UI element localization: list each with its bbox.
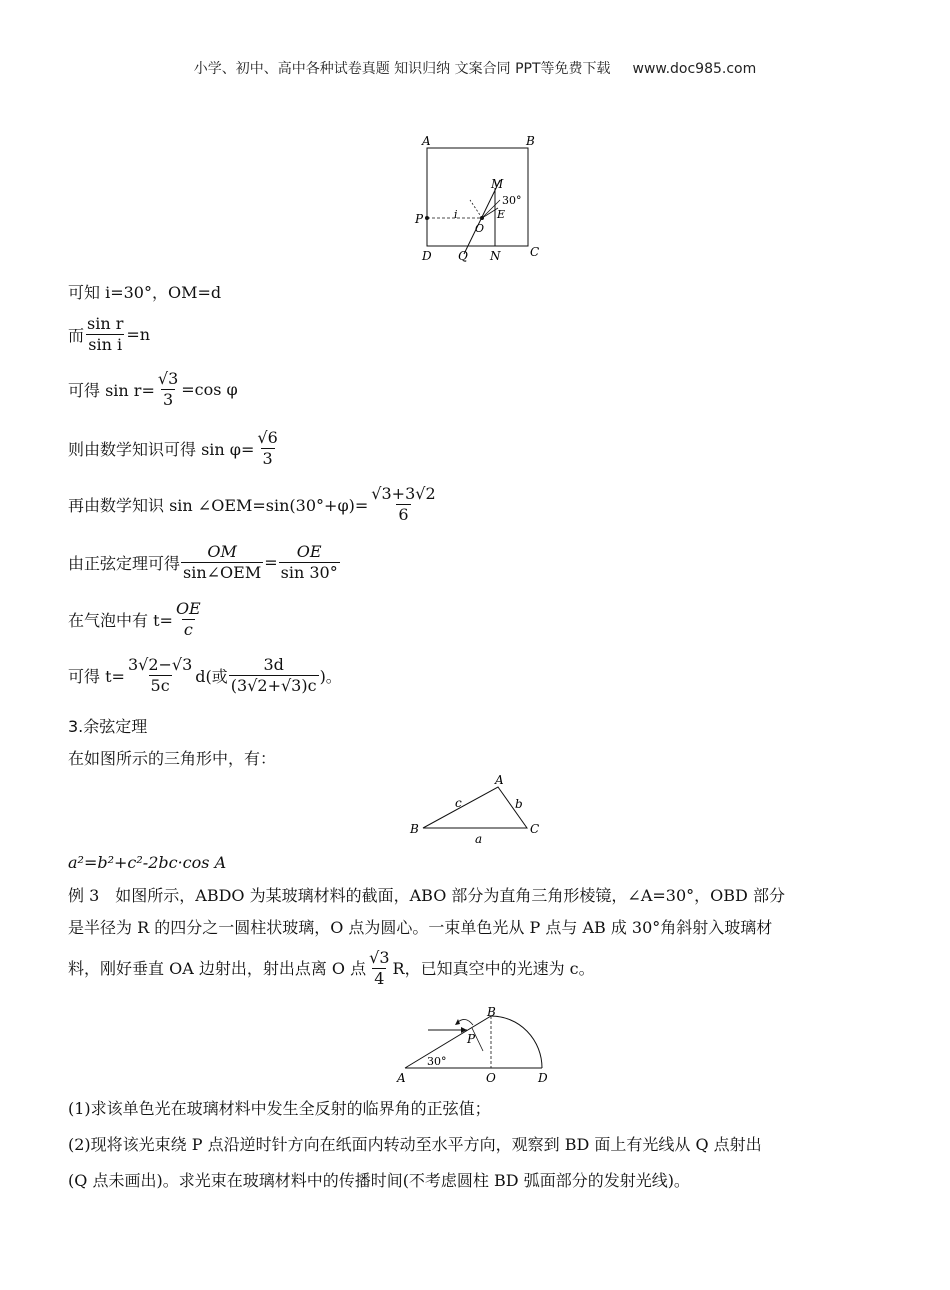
frac-den: 4 bbox=[374, 969, 385, 988]
prism-B: B bbox=[487, 1005, 496, 1019]
fraction bbox=[85, 314, 125, 355]
frac-num: OE bbox=[296, 542, 322, 561]
prism-P: P bbox=[467, 1032, 476, 1046]
frac-den: (3√2+√3)c bbox=[230, 676, 317, 695]
frac-num: OM bbox=[207, 542, 237, 561]
l6-pre: 由正弦定理可得 bbox=[68, 554, 181, 573]
label-B: B bbox=[526, 134, 535, 148]
p3-pre: 料，刚好垂直 OA 边射出，射出点离 O 点 bbox=[68, 958, 367, 978]
cosine-formula: a²=b²+c²-2bc·cos A bbox=[68, 853, 227, 872]
prism-angle: 30° bbox=[427, 1055, 447, 1068]
l2-pre: 而 bbox=[68, 326, 85, 345]
section-title: 3.余弦定理 bbox=[68, 717, 148, 736]
frac-den: c bbox=[183, 620, 193, 639]
l5-pre: 再由数学知识 sin ∠OEM=sin(30°+φ)= bbox=[68, 496, 369, 515]
example-line-1: 例 3 如图所示，ABDO 为某玻璃材料的截面，ABO 部分为直角三角形棱镜，∠A=30°，OBD 部分 bbox=[68, 886, 785, 905]
l7-pre: 在气泡中有 t= bbox=[68, 611, 173, 630]
prism-O: O bbox=[486, 1071, 496, 1085]
tri-A: A bbox=[495, 773, 504, 787]
frac-den: 5c bbox=[150, 676, 170, 695]
frac-num: √3 bbox=[369, 948, 390, 967]
label-angle: 30° bbox=[502, 194, 522, 207]
frac-den: sin i bbox=[88, 335, 123, 354]
questions bbox=[68, 1093, 883, 1197]
frac-num: √3 bbox=[157, 369, 179, 388]
line-2 bbox=[68, 314, 150, 355]
frac-num: OE bbox=[175, 599, 201, 618]
frac-den: 3 bbox=[262, 449, 273, 468]
frac-den: sin 30° bbox=[280, 563, 338, 582]
tri-a: a bbox=[475, 832, 483, 846]
line-3 bbox=[68, 369, 238, 410]
page-header bbox=[0, 58, 950, 78]
l6-eq: = bbox=[264, 553, 278, 572]
label-D: D bbox=[422, 249, 432, 263]
frac-num: sin r bbox=[87, 314, 124, 333]
prism-A: A bbox=[397, 1071, 406, 1085]
header-text: 小学、初中、高中各种试卷真题 知识归纳 文案合同 PPT等免费下载 bbox=[193, 61, 611, 77]
question-2-line-1: (2)现将该光束绕 P 点沿逆时针方向在纸面内转动至水平方向，观察到 BD 面上有光线从 Q 点射出 bbox=[68, 1135, 762, 1154]
label-A: A bbox=[422, 134, 431, 148]
label-C: C bbox=[530, 245, 540, 259]
line-7 bbox=[68, 599, 204, 640]
l3-post: =cos φ bbox=[181, 380, 238, 399]
label-E: E bbox=[497, 208, 506, 221]
label-i: i bbox=[454, 208, 458, 221]
fraction bbox=[279, 542, 340, 583]
question-2-line-2: (Q 点未画出)。求光束在玻璃材料中的传播时间(不考虑圆柱 BD 弧面部分的发射光线)。 bbox=[68, 1171, 690, 1190]
tri-B: B bbox=[410, 822, 419, 836]
tri-c: c bbox=[455, 796, 462, 810]
fraction bbox=[367, 948, 391, 989]
p3-post: R，已知真空中的光速为 c。 bbox=[392, 958, 595, 978]
fraction bbox=[126, 655, 194, 696]
example-text bbox=[68, 880, 883, 989]
label-O: O bbox=[475, 222, 485, 235]
section-intro: 在如图所示的三角形中，有： bbox=[68, 749, 277, 768]
fraction bbox=[181, 542, 263, 583]
tri-C: C bbox=[530, 822, 540, 836]
frac-den: sin∠OEM bbox=[183, 563, 262, 582]
l8-pre: 可得 t= bbox=[68, 667, 125, 686]
line-4 bbox=[68, 428, 281, 469]
label-M: M bbox=[491, 177, 504, 191]
line-1: 可知 i=30°，OM=d bbox=[68, 283, 222, 302]
prism-D: D bbox=[538, 1071, 548, 1085]
frac-den: 3 bbox=[162, 390, 174, 409]
l4-pre: 则由数学知识可得 sin φ= bbox=[68, 440, 255, 459]
line-5 bbox=[68, 484, 439, 525]
figure-bubble-square bbox=[410, 130, 550, 265]
fraction bbox=[229, 655, 319, 696]
line-8 bbox=[68, 655, 342, 696]
example-line-2: 是半径为 R 的四分之一圆柱状玻璃，O 点为圆心。一束单色光从 P 点与 AB 成 30°角斜射入玻璃材 bbox=[68, 918, 773, 937]
l8-post: )。 bbox=[319, 667, 342, 686]
frac-den: 6 bbox=[398, 505, 409, 524]
l8-mid: d(或 bbox=[195, 667, 228, 686]
fraction bbox=[255, 428, 279, 469]
figure-prism bbox=[395, 1003, 560, 1088]
example-line-3 bbox=[68, 948, 883, 989]
frac-num: √6 bbox=[257, 428, 278, 447]
fraction bbox=[156, 369, 180, 410]
fraction bbox=[369, 484, 437, 525]
label-P: P bbox=[415, 212, 424, 226]
label-Q: Q bbox=[458, 249, 468, 263]
frac-num: 3√2−√3 bbox=[127, 655, 193, 674]
line-6 bbox=[68, 542, 341, 583]
frac-num: 3d bbox=[263, 655, 284, 674]
fraction bbox=[174, 599, 203, 640]
l3-pre: 可得 sin r= bbox=[68, 381, 155, 400]
header-url: www.doc985.com bbox=[632, 61, 757, 77]
label-N: N bbox=[490, 249, 501, 263]
figure-triangle bbox=[405, 770, 555, 848]
question-1: (1)求该单色光在玻璃材料中发生全反射的临界角的正弦值； bbox=[68, 1099, 491, 1118]
frac-num: √3+3√2 bbox=[371, 484, 436, 503]
l2-post: =n bbox=[126, 325, 151, 344]
tri-b: b bbox=[515, 797, 523, 811]
